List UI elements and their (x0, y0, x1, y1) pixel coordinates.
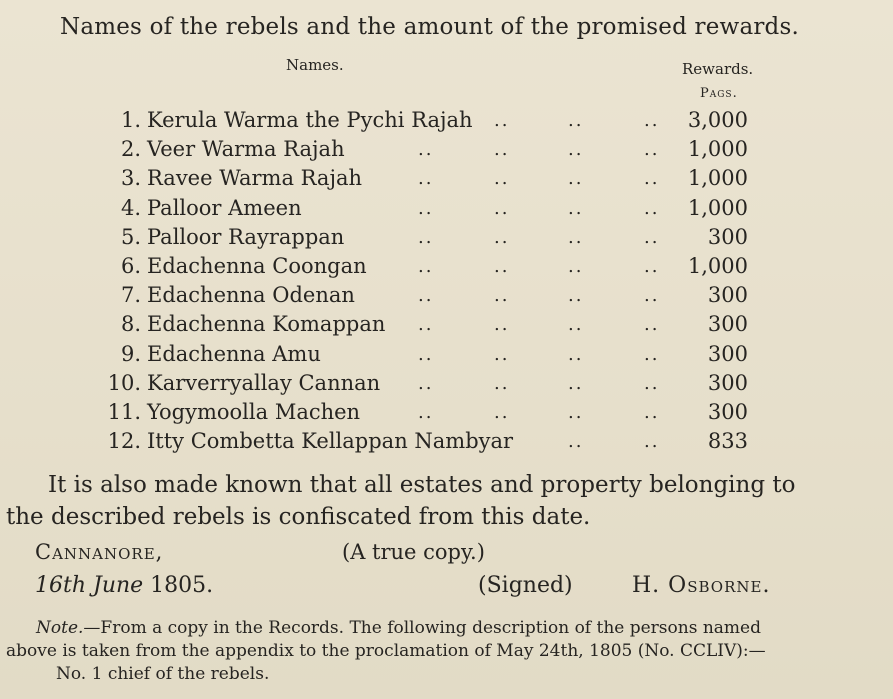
table-row (0, 427, 893, 456)
dot-leader: .. (494, 226, 510, 248)
rebel-number: 11. (107, 399, 141, 424)
dot-leader: .. (644, 401, 660, 423)
dot-leader: .. (568, 343, 584, 365)
table-row (0, 369, 893, 398)
dot-leader: .. (494, 343, 510, 365)
rebel-name: Palloor Rayrappan (147, 224, 345, 249)
dot-leader: .. (418, 168, 434, 190)
rebel-name: Edachenna Komappan (147, 312, 386, 337)
rebel-number: 2. (120, 137, 141, 162)
rebel-number: 9. (120, 341, 141, 366)
dot-leader: .. (494, 401, 510, 423)
dot-leader: .. (494, 139, 510, 161)
rebel-name: Karverryallay Cannan (147, 370, 381, 395)
rebel-number: 6. (120, 253, 141, 278)
reward-amount: 300 (707, 399, 748, 424)
dot-leader: .. (568, 197, 584, 219)
dot-leader: .. (418, 255, 434, 277)
dot-leader: .. (644, 139, 660, 161)
table-row (0, 398, 893, 427)
note-line-2: above is taken from the appendix to the proclamation of May 24th, 1805 (No. CCLIV):— (6, 641, 766, 661)
dot-leader: .. (494, 285, 510, 307)
dot-leader: .. (568, 285, 584, 307)
rebel-number: 7. (120, 283, 141, 308)
true-copy-label: (A true copy.) (342, 540, 485, 564)
dot-leader: .. (494, 110, 510, 131)
rebel-name: Yogymoolla Machen (147, 399, 361, 424)
dot-leader: .. (644, 110, 660, 131)
signer-name: H. Osborne. (632, 573, 771, 598)
rebels-list (0, 106, 893, 456)
column-header-rewards: Rewards. (682, 60, 754, 78)
paragraph-line-2: the described rebels is confiscated from this date. (6, 504, 591, 530)
table-row (0, 135, 893, 164)
dot-leader: .. (644, 285, 660, 307)
reward-amount: 1,000 (687, 253, 748, 278)
dot-leader: .. (418, 372, 434, 394)
dot-leader: .. (644, 343, 660, 365)
rebel-name: Palloor Ameen (147, 195, 302, 220)
paragraph-line-1: It is also made known that all estates and property belonging to (48, 472, 796, 498)
dot-leader: .. (418, 314, 434, 336)
column-header-names: Names. (286, 56, 344, 74)
table-row (0, 164, 893, 193)
dot-leader: .. (494, 197, 510, 219)
dot-leader: .. (568, 431, 584, 453)
rebel-name: Edachenna Amu (147, 341, 321, 366)
rebel-name: Itty Combetta Kellappan Nambyar (147, 429, 514, 454)
note-line-1 (36, 618, 761, 638)
rebel-number: 12. (107, 429, 141, 454)
note-text-1: —From a copy in the Records. The following description of the persons named (83, 618, 761, 638)
reward-amount: 300 (707, 224, 748, 249)
dot-leader: .. (568, 226, 584, 248)
dot-leader: .. (494, 255, 510, 277)
table-row (0, 340, 893, 369)
dot-leader: .. (418, 226, 434, 248)
dot-leader: .. (568, 314, 584, 336)
table-row (0, 310, 893, 339)
dot-leader: .. (418, 139, 434, 161)
dot-leader: .. (418, 401, 434, 423)
dot-leader: .. (568, 110, 584, 131)
rebel-number: 4. (120, 195, 141, 220)
reward-amount: 300 (707, 312, 748, 337)
date (35, 573, 213, 598)
note-label: Note. (36, 618, 84, 638)
dot-leader: .. (644, 372, 660, 394)
column-header-unit: Pags. (700, 86, 738, 101)
dot-leader: .. (418, 285, 434, 307)
table-row (0, 223, 893, 252)
table-row (0, 252, 893, 281)
rebel-number: 10. (107, 370, 141, 395)
signed-label: (Signed) (478, 573, 573, 598)
rebel-number: 8. (120, 312, 141, 337)
dot-leader: .. (644, 314, 660, 336)
table-row (0, 194, 893, 223)
dot-leader: .. (644, 255, 660, 277)
dot-leader: .. (568, 372, 584, 394)
reward-amount: 1,000 (687, 137, 748, 162)
reward-amount: 3,000 (687, 108, 748, 132)
dot-leader: .. (494, 168, 510, 190)
rebel-number: 3. (120, 166, 141, 191)
dot-leader: .. (418, 197, 434, 219)
rebel-number: 5. (120, 224, 141, 249)
dot-leader: .. (568, 139, 584, 161)
table-row (0, 281, 893, 310)
dot-leader: .. (568, 255, 584, 277)
dot-leader: .. (568, 401, 584, 423)
dot-leader: .. (644, 431, 660, 453)
dot-leader: .. (494, 314, 510, 336)
reward-amount: 1,000 (687, 195, 748, 220)
dot-leader: .. (644, 197, 660, 219)
dot-leader: .. (494, 372, 510, 394)
dot-leader: .. (568, 168, 584, 190)
rebel-name: Kerula Warma the Pychi Rajah (147, 108, 473, 132)
reward-amount: 300 (707, 283, 748, 308)
dot-leader: .. (644, 226, 660, 248)
reward-amount: 300 (707, 341, 748, 366)
note-line-3: No. 1 chief of the rebels. (56, 664, 270, 684)
dot-leader: .. (418, 343, 434, 365)
rebel-name: Veer Warma Rajah (147, 137, 345, 162)
dot-leader: .. (644, 168, 660, 190)
rebel-name: Edachenna Odenan (147, 283, 355, 308)
reward-amount: 833 (707, 429, 748, 454)
page-title: Names of the rebels and the amount of the promised rewards. (60, 14, 799, 40)
date-year: 1805. (143, 573, 214, 598)
rebel-name: Edachenna Coongan (147, 253, 367, 278)
reward-amount: 1,000 (687, 166, 748, 191)
table-row (0, 106, 893, 135)
place-name: Cannanore, (35, 540, 164, 564)
rebel-number: 1. (120, 108, 141, 132)
rebel-name: Ravee Warma Rajah (147, 166, 363, 191)
date-day: 16th June (35, 573, 144, 598)
reward-amount: 300 (707, 370, 748, 395)
